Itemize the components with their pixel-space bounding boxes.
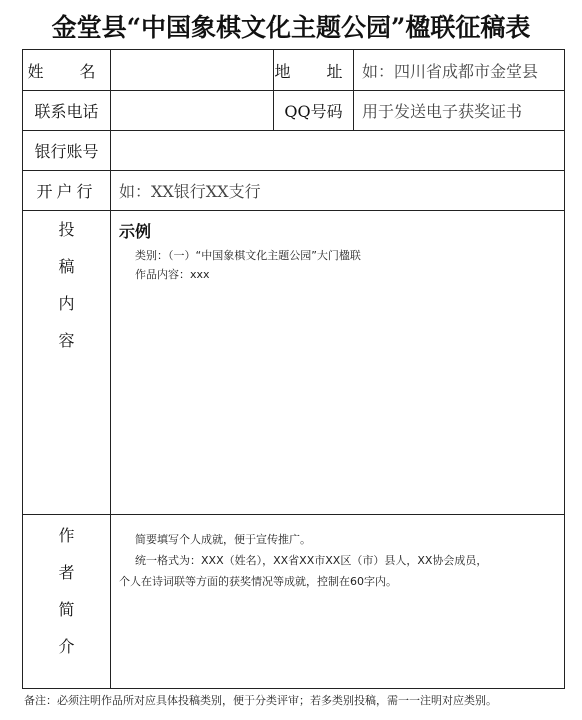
example-content: 作品内容：xxx <box>135 268 210 281</box>
row-bank <box>23 171 565 211</box>
row-phone-qq <box>23 91 565 131</box>
row-submission <box>23 211 565 515</box>
example-category: 类别：（一）“中国象棋文化主题公园”大门楹联 <box>135 249 361 262</box>
author-bio-field[interactable] <box>111 515 565 689</box>
bank-label: 开户行 <box>23 171 111 211</box>
submission-label-char: 稿 <box>58 257 75 276</box>
submission-label-char: 内 <box>58 294 75 313</box>
submission-content-field[interactable] <box>111 211 565 515</box>
qq-field[interactable]: 用于发送电子获奖证书 <box>354 91 565 131</box>
phone-field[interactable] <box>111 91 274 131</box>
account-field[interactable] <box>111 131 565 171</box>
account-label: 银行账号 <box>23 131 111 171</box>
bio-format-line-cont: 个人在诗词联等方面的获奖情况等成就，控制在60字内。 <box>119 575 397 588</box>
author-label-char: 简 <box>58 600 75 619</box>
qq-label: QQ号码 <box>274 91 354 131</box>
row-account <box>23 131 565 171</box>
name-label: 姓 名 <box>23 50 111 91</box>
submission-label-char: 容 <box>58 331 75 350</box>
bio-format-line: 统一格式为：XXX（姓名），XX省XX市XX区（市）县人，XX协会成员， <box>135 554 488 567</box>
submission-label <box>23 211 111 515</box>
address-label: 地 址 <box>274 50 354 91</box>
row-name-address <box>23 50 565 91</box>
footnote: 备注：必须注明作品所对应具体投稿类别，便于分类评审；若多类别投稿，需一一注明对应类别。 <box>24 694 497 707</box>
row-author <box>23 515 565 689</box>
name-field[interactable] <box>111 50 274 91</box>
author-label <box>23 515 111 689</box>
author-label-char: 介 <box>58 637 75 656</box>
submission-label-char: 投 <box>58 220 75 239</box>
submission-form-table <box>22 49 565 689</box>
author-label-char: 作 <box>58 526 75 545</box>
example-title: 示例 <box>119 222 152 241</box>
address-field[interactable]: 如：四川省成都市金堂县 <box>354 50 565 91</box>
phone-label: 联系电话 <box>23 91 111 131</box>
form-title: 金堂县“中国象棋文化主题公园”楹联征稿表 <box>51 13 531 42</box>
bio-instruction: 简要填写个人成就，便于宣传推广。 <box>135 533 311 546</box>
author-label-char: 者 <box>58 563 75 582</box>
bank-field[interactable]: 如：XX银行XX支行 <box>111 171 565 211</box>
